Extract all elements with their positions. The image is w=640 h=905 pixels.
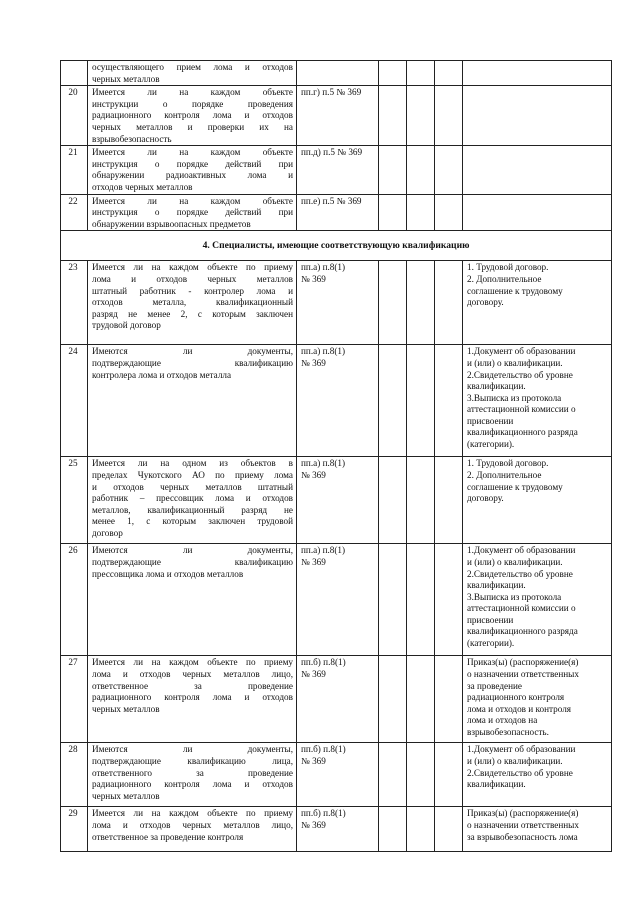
text-line: трудовой договор xyxy=(92,320,161,331)
answer-na-cell xyxy=(435,544,463,656)
text-line: подтверждающие квалификацию xyxy=(92,556,293,567)
text-line: договору. xyxy=(467,297,504,308)
text-line: о назначении ответственных xyxy=(467,819,579,830)
item-number: 28 xyxy=(61,743,88,807)
table-row xyxy=(61,743,612,807)
item-number: 20 xyxy=(61,86,88,146)
text-line: подтверждающие квалификацию xyxy=(92,357,293,368)
text-line: пп.г) п.5 № 369 xyxy=(301,87,362,98)
text-line: № 369 xyxy=(301,469,326,480)
note-cell xyxy=(463,146,612,194)
text-line: лома и отходов черных металлов лицо, xyxy=(92,668,293,679)
question-cell xyxy=(88,146,297,194)
text-line: № 369 xyxy=(301,273,326,284)
text-line: пределах Чукотского АО по приему лома xyxy=(92,469,293,480)
legal-reference-cell xyxy=(297,656,379,743)
item-number: 25 xyxy=(61,457,88,544)
note-cell xyxy=(463,261,612,345)
text-line: № 369 xyxy=(301,819,326,830)
text-line: лома и отходов черных металлов лицо, xyxy=(92,819,293,830)
item-number: 22 xyxy=(61,194,88,231)
text-line: радиационного контроля xyxy=(467,692,565,703)
table-row xyxy=(61,544,612,656)
table-row xyxy=(61,61,612,86)
note-cell xyxy=(463,86,612,146)
answer-yes-cell xyxy=(379,457,407,544)
text-line: (категории). xyxy=(467,439,515,450)
answer-na-cell xyxy=(435,86,463,146)
text-line: 1. Трудовой договор. xyxy=(467,262,549,273)
text-line: и отходов черных металлов штатный xyxy=(92,481,293,492)
answer-yes-cell xyxy=(379,61,407,86)
answer-na-cell xyxy=(435,261,463,345)
text-line: соглашение к трудовому xyxy=(467,481,563,492)
question-cell xyxy=(88,656,297,743)
text-line: Имеются ли документы, xyxy=(92,346,293,357)
answer-na-cell xyxy=(435,743,463,807)
text-line: и (или) о квалификации. xyxy=(467,357,563,368)
question-cell xyxy=(88,743,297,807)
text-line: пп.а) п.8(1) xyxy=(301,262,346,273)
answer-yes-cell xyxy=(379,743,407,807)
answer-no-cell xyxy=(407,194,435,231)
text-line: аттестационной комиссии о xyxy=(467,603,576,614)
text-line: аттестационной комиссии о xyxy=(467,404,576,415)
answer-yes-cell xyxy=(379,261,407,345)
section-header-row xyxy=(61,231,612,261)
text-line: лома и отходов и контроля xyxy=(467,703,572,714)
text-line: взрывобезопасность. xyxy=(467,726,549,737)
text-line: квалификационного разряда xyxy=(467,427,578,438)
text-line: обнаружении радиоактивных лома и xyxy=(92,170,293,181)
table-row xyxy=(61,807,612,852)
text-line: квалификации. xyxy=(467,779,526,790)
text-line: и (или) о квалификации. xyxy=(467,755,563,766)
text-line: 2.Свидетельство об уровне xyxy=(467,369,573,380)
note-cell xyxy=(463,743,612,807)
legal-reference-cell xyxy=(297,457,379,544)
text-line: пп.б) п.8(1) xyxy=(301,744,346,755)
text-line: инструкции о порядке проведения xyxy=(92,98,293,109)
answer-no-cell xyxy=(407,743,435,807)
text-line: 2.Свидетельство об уровне xyxy=(467,568,573,579)
text-line: 1.Документ об образовании xyxy=(467,545,576,556)
note-cell xyxy=(463,194,612,231)
text-line: контролера лома и отходов металла xyxy=(92,369,232,380)
item-number: 29 xyxy=(61,807,88,852)
text-line: № 369 xyxy=(301,755,326,766)
text-line: радиационного контроля лома и отходов xyxy=(92,692,293,703)
legal-reference-cell xyxy=(297,194,379,231)
legal-reference-cell xyxy=(297,807,379,852)
answer-yes-cell xyxy=(379,807,407,852)
text-line: 3.Выписка из протокола xyxy=(467,591,562,602)
text-line: соглашение к трудовому xyxy=(467,285,563,296)
question-cell xyxy=(88,345,297,457)
answer-na-cell xyxy=(435,656,463,743)
text-line: Имеется ли на каждом объекте по приему xyxy=(92,808,293,819)
answer-na-cell xyxy=(435,807,463,852)
table-row xyxy=(61,345,612,457)
text-line: Имеется ли на каждом объекте по приему xyxy=(92,657,293,668)
text-line: взрывобезопасность xyxy=(92,133,172,144)
text-line: металлов, квалификационный разряд не xyxy=(92,504,293,515)
answer-yes-cell xyxy=(379,146,407,194)
table-row xyxy=(61,261,612,345)
text-line: Имеется ли на каждом объекте xyxy=(92,87,293,98)
item-number: 26 xyxy=(61,544,88,656)
text-line: пп.б) п.8(1) xyxy=(301,808,346,819)
question-cell xyxy=(88,86,297,146)
text-line: 1.Документ об образовании xyxy=(467,346,576,357)
text-line: 2. Дополнительное xyxy=(467,469,542,480)
text-line: работник – прессовщик лома и отходов xyxy=(92,493,293,504)
note-cell xyxy=(463,807,612,852)
text-line: о назначении ответственных xyxy=(467,668,579,679)
text-line: черных металлов xyxy=(92,703,160,714)
text-line: № 369 xyxy=(301,668,326,679)
answer-yes-cell xyxy=(379,345,407,457)
text-line: Приказ(ы) (распоряжение(я) xyxy=(467,808,579,819)
text-line: подтверждающие квалификацию лица, xyxy=(92,755,293,766)
text-line: Имеется ли на каждом объекте xyxy=(92,147,293,158)
legal-reference-cell xyxy=(297,146,379,194)
text-line: договору. xyxy=(467,493,504,504)
text-line: Имеются ли документы, xyxy=(92,744,293,755)
text-line: ответственного за проведение xyxy=(92,767,293,778)
text-line: осуществляющего прием лома и отходов xyxy=(92,62,293,72)
text-line: пп.д) п.5 № 369 xyxy=(301,147,363,158)
text-line: квалификации. xyxy=(467,381,526,392)
text-line: 3.Выписка из протокола xyxy=(467,392,562,403)
text-line: Имеется ли на одном из объектов в xyxy=(92,458,293,469)
text-line: 1.Документ об образовании xyxy=(467,744,576,755)
table-row xyxy=(61,86,612,146)
legal-reference-cell xyxy=(297,61,379,86)
table-row xyxy=(61,457,612,544)
text-line: и (или) о квалификации. xyxy=(467,556,563,567)
item-number xyxy=(61,61,88,86)
text-line: инструкция о порядке действий при xyxy=(92,207,293,218)
answer-na-cell xyxy=(435,146,463,194)
checklist-rows xyxy=(61,61,612,852)
document-page xyxy=(60,60,611,852)
item-number: 24 xyxy=(61,345,88,457)
legal-reference-cell xyxy=(297,261,379,345)
answer-no-cell xyxy=(407,544,435,656)
table-row xyxy=(61,194,612,231)
text-line: пп.е) п.5 № 369 xyxy=(301,195,362,206)
text-line: лома и отходов черных металлов xyxy=(92,273,293,284)
text-line: отходов металла, квалификационный xyxy=(92,297,293,308)
text-line: пп.а) п.8(1) xyxy=(301,346,346,357)
text-line: 2.Свидетельство об уровне xyxy=(467,767,573,778)
question-cell xyxy=(88,457,297,544)
item-number: 27 xyxy=(61,656,88,743)
item-number: 21 xyxy=(61,146,88,194)
item-number: 23 xyxy=(61,261,88,345)
legal-reference-cell xyxy=(297,743,379,807)
text-line: пп.а) п.8(1) xyxy=(301,458,346,469)
text-line: черных металлов xyxy=(92,73,160,84)
answer-no-cell xyxy=(407,146,435,194)
answer-na-cell xyxy=(435,457,463,544)
answer-yes-cell xyxy=(379,86,407,146)
text-line: пп.б) п.8(1) xyxy=(301,657,346,668)
answer-no-cell xyxy=(407,261,435,345)
note-cell xyxy=(463,61,612,86)
text-line: пп.а) п.8(1) xyxy=(301,545,346,556)
text-line: черных металлов и проверки их на xyxy=(92,121,293,132)
text-line: черных металлов xyxy=(92,790,160,801)
text-line: 2. Дополнительное xyxy=(467,273,542,284)
question-cell xyxy=(88,61,297,86)
answer-yes-cell xyxy=(379,544,407,656)
text-line: 1. Трудовой договор. xyxy=(467,458,549,469)
answer-no-cell xyxy=(407,807,435,852)
text-line: радиационного контроля лома и отходов xyxy=(92,779,293,790)
text-line: радиационного контроля лома и отходов xyxy=(92,110,293,121)
answer-yes-cell xyxy=(379,194,407,231)
section-title: 4. Специалисты, имеющие соответствующую квалификацию xyxy=(61,231,612,261)
text-line: инструкция о порядке действий при xyxy=(92,158,293,169)
legal-reference-cell xyxy=(297,86,379,146)
text-line: менее 1, с которым заключен трудовой xyxy=(92,516,293,527)
text-line: № 369 xyxy=(301,357,326,368)
text-line: отходов черных металлов xyxy=(92,181,193,192)
text-line: квалификации. xyxy=(467,580,526,591)
legal-reference-cell xyxy=(297,544,379,656)
text-line: (категории). xyxy=(467,638,515,649)
table-row xyxy=(61,656,612,743)
question-cell xyxy=(88,544,297,656)
text-line: договор xyxy=(92,527,123,538)
text-line: разряд не менее 2, с которым заключен xyxy=(92,308,293,319)
text-line: штатный работник - контролер лома и xyxy=(92,285,293,296)
text-line: присвоении xyxy=(467,614,514,625)
checklist-table xyxy=(60,60,612,852)
answer-na-cell xyxy=(435,61,463,86)
text-line: лома и отходов на xyxy=(467,715,538,726)
answer-no-cell xyxy=(407,61,435,86)
legal-reference-cell xyxy=(297,345,379,457)
text-line: присвоении xyxy=(467,415,514,426)
answer-no-cell xyxy=(407,457,435,544)
text-line: прессовщика лома и отходов металлов xyxy=(92,568,244,579)
question-cell xyxy=(88,261,297,345)
text-line: квалификационного разряда xyxy=(467,626,578,637)
answer-no-cell xyxy=(407,656,435,743)
answer-yes-cell xyxy=(379,656,407,743)
text-line: ответственное за проведение контроля xyxy=(92,831,244,842)
text-line: Приказ(ы) (распоряжение(я) xyxy=(467,657,579,668)
answer-no-cell xyxy=(407,86,435,146)
text-line: Имеется ли на каждом объекте xyxy=(92,195,293,206)
text-line: за взрывобезопасность лома xyxy=(467,831,578,842)
answer-na-cell xyxy=(435,345,463,457)
text-line: ответственное за проведение xyxy=(92,680,293,691)
note-cell xyxy=(463,656,612,743)
question-cell xyxy=(88,807,297,852)
text-line: обнаружении взрывоопасных предметов xyxy=(92,218,251,229)
text-line: Имеется ли на каждом объекте по приему xyxy=(92,262,293,273)
note-cell xyxy=(463,544,612,656)
answer-na-cell xyxy=(435,194,463,231)
table-row xyxy=(61,146,612,194)
note-cell xyxy=(463,457,612,544)
answer-no-cell xyxy=(407,345,435,457)
question-cell xyxy=(88,194,297,231)
text-line: за проведение xyxy=(467,680,523,691)
text-line: № 369 xyxy=(301,556,326,567)
note-cell xyxy=(463,345,612,457)
text-line: Имеются ли документы, xyxy=(92,545,293,556)
